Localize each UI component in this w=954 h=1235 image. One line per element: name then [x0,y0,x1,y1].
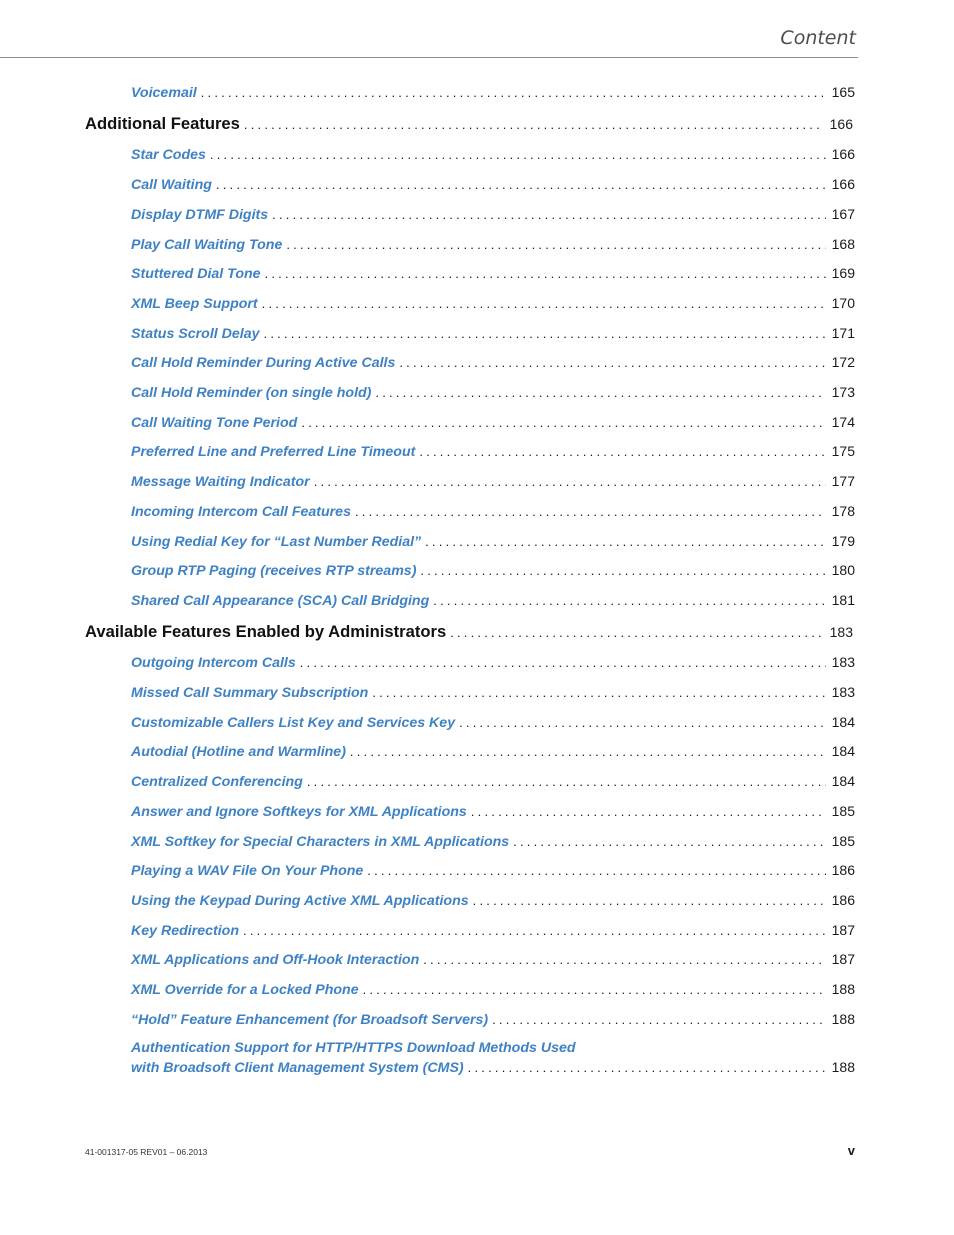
dot-leader [450,625,823,640]
toc-entry[interactable] [0,1059,954,1076]
toc-entry-page: 178 [831,502,855,519]
toc-entry-page: 187 [831,921,855,938]
toc-entry-title[interactable]: Preferred Line and Preferred Line Timeout [131,444,416,461]
toc-entry-title[interactable]: “Hold” Feature Enhancement (for Broadsoft Servers) [131,1011,489,1028]
dot-leader [216,177,826,192]
toc-entry-title[interactable]: Autodial (Hotline and Warmline) [131,744,346,761]
toc-entry-page: 171 [831,324,855,341]
toc-entry-page: 185 [831,832,855,849]
toc-entry-page: 186 [831,862,855,879]
toc-entry-page: 175 [831,443,855,460]
toc-entry[interactable] [0,533,954,550]
toc-entry-title[interactable]: XML Applications and Off-Hook Interaction [131,952,420,969]
dot-leader [286,237,825,252]
toc-entry[interactable] [0,443,954,460]
dot-leader [372,685,825,700]
toc-entry-page: 188 [831,981,855,997]
toc-entry[interactable] [0,773,954,790]
toc-entry-title[interactable]: Voicemail [131,85,197,101]
toc-entry-title[interactable]: Key Redirection [131,922,240,939]
toc-entry-title[interactable]: Stuttered Dial Tone [131,266,261,283]
dot-leader [272,207,825,222]
dot-leader [419,444,825,459]
dot-leader [363,982,826,997]
toc-entry-page: 170 [831,294,855,311]
toc-entry-title[interactable]: Using Redial Key for “Last Number Redial” [131,533,422,550]
dot-leader [243,923,826,938]
toc-section-heading[interactable] [0,622,954,642]
toc-entry[interactable] [0,803,954,820]
toc-entry[interactable] [0,354,954,371]
toc-entry[interactable] [0,892,954,909]
toc-entry-page: 172 [831,354,855,371]
toc-entry-page: 184 [831,713,855,730]
toc-entry-title[interactable]: Available Features Enabled by Administrators [85,622,447,642]
dot-leader [314,474,826,489]
dot-leader [244,117,824,132]
toc-entry-page: 183 [829,624,853,641]
toc-entry-page: 173 [831,384,855,400]
footer-page-number: v [847,1143,855,1158]
toc-entry-page: 166 [829,116,853,133]
toc-entry[interactable] [0,176,954,193]
toc-entry-title[interactable]: Call Hold Reminder During Active Calls [131,355,396,372]
toc-entry-page: 167 [831,205,855,222]
toc-entry-page: 186 [831,891,855,908]
toc-entry-page: 165 [831,84,855,100]
toc-entry[interactable] [0,384,954,401]
dot-leader [350,744,826,759]
dot-leader [420,563,825,578]
dot-leader [307,774,826,789]
toc-entry-page: 168 [831,235,855,252]
toc-entry-title[interactable]: Answer and Ignore Softkeys for XML Applications [131,803,467,820]
dot-leader [355,504,826,519]
dot-leader [262,296,826,311]
dot-leader [300,655,826,670]
toc-entry-title[interactable]: Message Waiting Indicator [131,474,310,491]
toc-entry-page: 174 [831,413,855,430]
toc-entry[interactable] [0,473,954,490]
dot-leader [201,85,826,100]
toc-entry-title[interactable]: Star Codes [131,147,206,164]
dot-leader [423,952,825,967]
toc-entry[interactable] [0,1011,954,1028]
toc-entry-page: 184 [831,743,855,760]
toc-entry-title[interactable]: Group RTP Paging (receives RTP streams) [131,563,417,580]
toc-entry[interactable] [0,325,954,342]
dot-leader [473,893,826,908]
toc-entry-title[interactable]: Call Waiting Tone Period [131,414,298,431]
toc-entry-title[interactable]: Using the Keypad During Active XML Applications [131,892,469,909]
toc-entry[interactable] [0,236,954,253]
toc-entry[interactable] [0,833,954,850]
toc-entry[interactable] [0,743,954,760]
toc-entry-page: 184 [831,773,855,790]
dot-leader [492,1012,826,1027]
toc-entry[interactable] [0,654,954,671]
dot-leader [471,804,826,819]
dot-leader [459,715,826,730]
toc-entry-page: 166 [831,176,855,193]
toc-entry[interactable] [0,951,954,968]
toc-entry-page: 183 [831,654,855,671]
toc-entry-title[interactable]: Customizable Callers List Key and Services Key [131,714,456,731]
toc-entry[interactable] [0,862,954,879]
toc-entry-title[interactable]: Centralized Conferencing [131,774,303,791]
toc-entry[interactable] [0,922,954,939]
toc-entry-page: 187 [831,951,855,968]
dot-leader [433,593,825,608]
toc-entry-page: 166 [831,146,855,163]
toc-entry-title[interactable]: Missed Call Summary Subscription [131,685,369,701]
toc-entry-title[interactable]: Playing a WAV File On Your Phone [131,863,364,880]
dot-leader [375,385,825,400]
toc-entry-title[interactable]: XML Override for a Locked Phone [131,982,359,998]
toc-entry[interactable] [0,414,954,431]
toc-entry-page: 181 [831,591,855,608]
toc-entry-page: 183 [831,684,855,700]
dot-leader [367,863,825,878]
toc-entry-title-line2[interactable]: with Broadsoft Client Management System (CMS) [131,1060,464,1077]
toc-entry[interactable] [0,562,954,579]
dot-leader [265,266,826,281]
toc-entry-title[interactable]: XML Softkey for Special Characters in XML Applications [131,833,510,850]
toc-entry[interactable] [0,503,954,520]
toc-entry[interactable] [0,295,954,312]
toc-entry-page: 188 [831,1059,855,1076]
toc-entry[interactable] [0,592,954,609]
toc-entry-page: 179 [831,532,855,549]
dot-leader [301,415,825,430]
toc-entry-title[interactable]: Incoming Intercom Call Features [131,503,351,520]
toc-entry-title[interactable]: Display DTMF Digits [131,206,269,223]
toc-entry-page: 185 [831,802,855,819]
toc-entry-title[interactable]: Call Hold Reminder (on single hold) [131,385,372,401]
toc-entry-title[interactable]: Outgoing Intercom Calls [131,655,296,672]
toc-entry-page: 180 [831,562,855,579]
toc-entry-title[interactable]: XML Beep Support [131,295,258,312]
toc-entry[interactable] [0,265,954,282]
dot-leader [210,147,826,162]
toc-entry-page: 177 [831,473,855,490]
dot-leader [399,355,825,370]
toc-entry[interactable] [0,981,954,998]
toc-entry-title[interactable]: Additional Features [85,114,240,134]
toc-entry[interactable] [0,84,954,101]
dot-leader [425,534,826,549]
dot-leader [513,834,825,849]
toc-entry-title[interactable]: Status Scroll Delay [131,325,260,342]
toc-entry[interactable] [0,206,954,223]
toc-entry-title-line1[interactable]: Authentication Support for HTTP/HTTPS Download Methods Used [131,1040,576,1057]
dot-leader [264,326,826,341]
toc-entry-title[interactable]: Call Waiting [131,177,212,194]
toc-entry-title[interactable]: Shared Call Appearance (SCA) Call Bridging [131,592,430,609]
toc-entry-title[interactable]: Play Call Waiting Tone [131,236,283,253]
footer-doc-id: 41-001317-05 REV01 – 06.2013 [85,1147,208,1157]
toc-entry-page: 188 [831,1010,855,1027]
dot-leader [468,1060,826,1075]
toc-entry[interactable] [0,714,954,731]
toc-entry[interactable] [0,146,954,163]
page-header-title: Content [780,27,856,49]
toc-section-heading[interactable] [0,114,954,134]
toc-entry[interactable] [0,684,954,701]
toc-entry-page: 169 [831,265,855,282]
